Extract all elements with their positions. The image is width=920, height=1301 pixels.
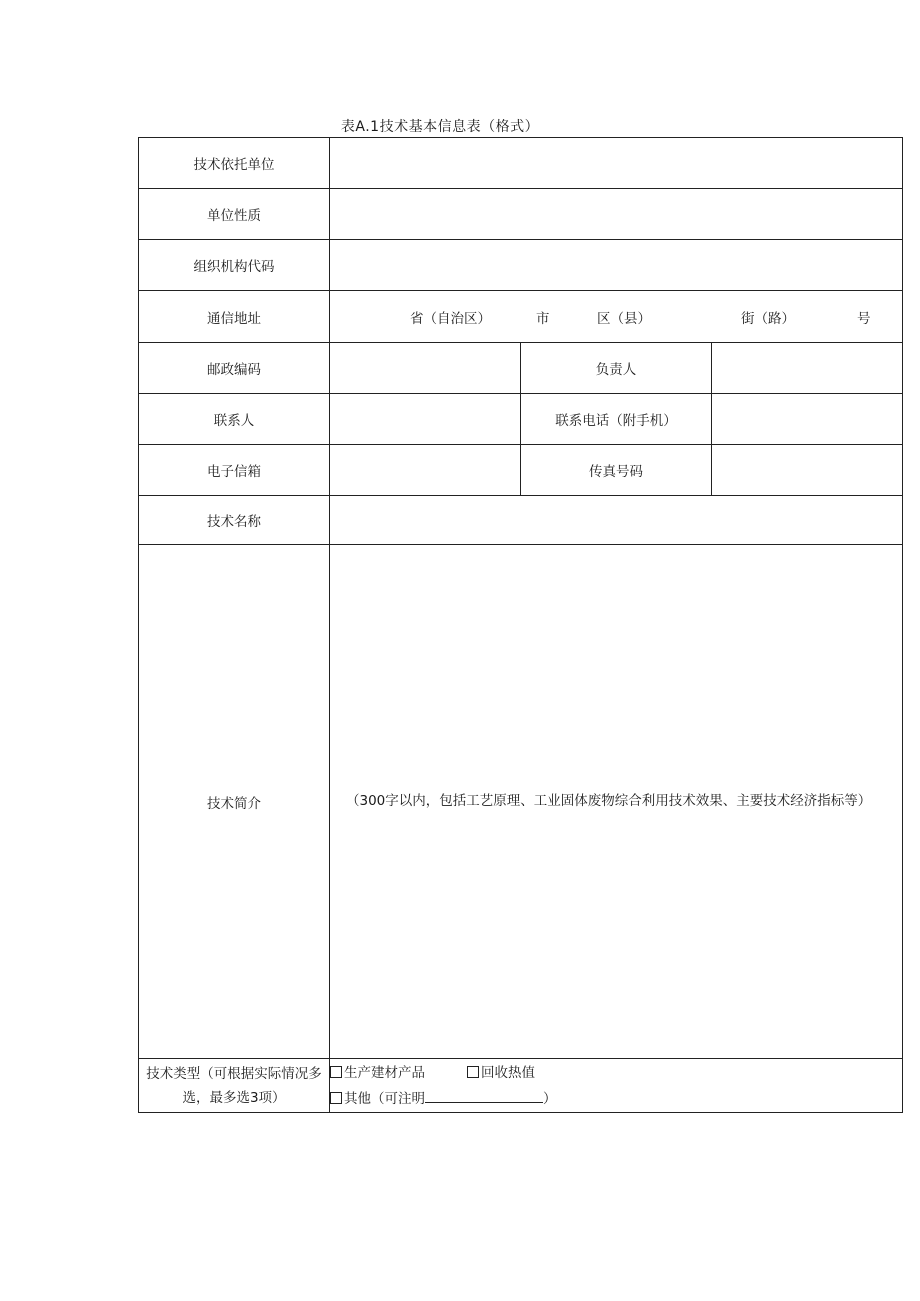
row-address — [139, 291, 903, 343]
field-tech-type — [330, 1059, 903, 1113]
label-contact: 联系人 — [139, 394, 330, 445]
row-unit — [139, 138, 903, 189]
row-unit-nature — [139, 189, 903, 240]
field-unit-nature[interactable] — [330, 189, 903, 240]
label-unit: 技术依托单位 — [139, 138, 330, 189]
row-org-code — [139, 240, 903, 291]
field-org-code[interactable] — [330, 240, 903, 291]
address-province: 省（自治区） — [410, 310, 491, 327]
field-email[interactable] — [330, 445, 521, 496]
field-address[interactable] — [330, 291, 903, 343]
row-email — [139, 445, 903, 496]
checkbox-heat-recovery[interactable] — [467, 1066, 479, 1078]
option-other-prefix: 其他（可注明 — [344, 1090, 425, 1107]
address-city: 市 — [536, 310, 550, 327]
address-district: 区（县） — [597, 310, 651, 327]
field-tech-intro[interactable] — [330, 545, 903, 1059]
tech-intro-hint: （300字以内，包括工艺原理、工业固体废物综合利用技术效果、主要技术经济指标等） — [346, 793, 872, 809]
checkbox-building-materials[interactable] — [330, 1066, 342, 1078]
field-unit[interactable] — [330, 138, 903, 189]
type-line-2 — [330, 1086, 902, 1112]
tech-info-table — [138, 137, 903, 1113]
row-tech-name — [139, 496, 903, 545]
row-tech-type — [139, 1059, 903, 1113]
field-person-in-charge[interactable] — [712, 343, 903, 394]
label-fax: 传真号码 — [521, 445, 712, 496]
field-contact-phone[interactable] — [712, 394, 903, 445]
field-contact[interactable] — [330, 394, 521, 445]
option-heat-recovery: 回收热值 — [481, 1064, 535, 1081]
row-contact — [139, 394, 903, 445]
label-address: 通信地址 — [139, 291, 330, 343]
option-other-suffix: ） — [543, 1090, 557, 1107]
field-fax[interactable] — [712, 445, 903, 496]
label-contact-phone: 联系电话（附手机） — [521, 394, 712, 445]
address-number: 号 — [857, 310, 871, 327]
option-building-materials: 生产建材产品 — [344, 1064, 425, 1081]
row-postal — [139, 343, 903, 394]
type-line-1 — [330, 1060, 902, 1086]
label-unit-nature: 单位性质 — [139, 189, 330, 240]
field-postal-code[interactable] — [330, 343, 521, 394]
other-note-blank[interactable] — [425, 1090, 543, 1103]
label-tech-type: 技术类型（可根据实际情况多选，最多选3项） — [139, 1059, 330, 1113]
label-person-in-charge: 负责人 — [521, 343, 712, 394]
label-org-code: 组织机构代码 — [139, 240, 330, 291]
checkbox-other[interactable] — [330, 1092, 342, 1104]
field-tech-name[interactable] — [330, 496, 903, 545]
label-tech-intro: 技术简介 — [139, 545, 330, 1059]
label-tech-name: 技术名称 — [139, 496, 330, 545]
label-postal-code: 邮政编码 — [139, 343, 330, 394]
address-street: 街（路） — [741, 310, 795, 327]
row-tech-intro — [139, 545, 903, 1059]
form-title: 表A.1技术基本信息表（格式） — [340, 119, 540, 135]
label-email: 电子信箱 — [139, 445, 330, 496]
